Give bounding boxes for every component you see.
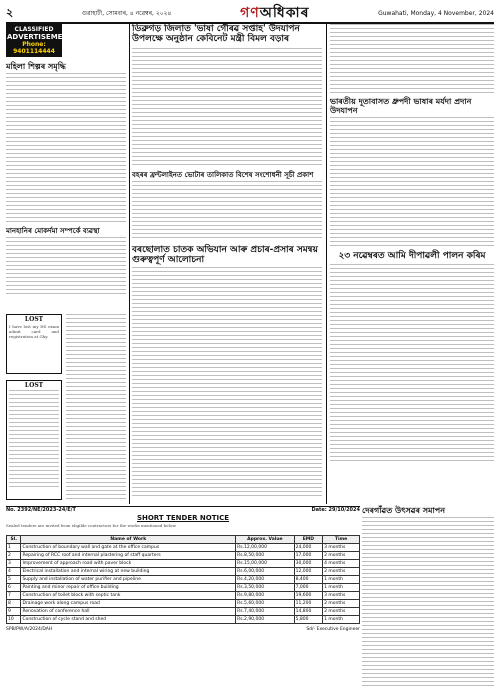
classified-ad bbox=[6, 24, 74, 57]
table-cell: 30,000 bbox=[294, 560, 322, 568]
notice-footer bbox=[6, 627, 360, 632]
table-row bbox=[7, 600, 360, 608]
table-cell: Supply and installation of water purifier and pipeline bbox=[21, 576, 236, 584]
right-stories bbox=[330, 24, 494, 464]
table-cell: Rs.5,60,000 bbox=[236, 600, 295, 608]
page-number: ২ bbox=[6, 5, 14, 19]
notice-header bbox=[6, 507, 360, 513]
table-header-row bbox=[7, 536, 360, 544]
lost-notice-2 bbox=[6, 380, 62, 500]
left-story-2-body bbox=[6, 237, 126, 297]
table-cell: 5 bbox=[7, 576, 21, 584]
table-cell: 12,000 bbox=[294, 568, 322, 576]
classified-label: CLASSIFIED bbox=[14, 26, 54, 33]
table-cell: Rs.4,20,000 bbox=[236, 576, 295, 584]
table-cell: Renovation of conference hall bbox=[21, 608, 236, 616]
notice-intro: Sealed tenders are invited from eligible contractors for the works mentioned below. bbox=[6, 523, 177, 528]
lost-body: I have lost my HS exam admit card and registration at Ghy. bbox=[9, 323, 59, 339]
table-row bbox=[7, 568, 360, 576]
tender-notice bbox=[6, 506, 360, 695]
table-cell: 3 bbox=[7, 560, 21, 568]
table-row bbox=[7, 584, 360, 592]
tender-table bbox=[6, 535, 360, 624]
table-row bbox=[7, 552, 360, 560]
table-cell: 4 bbox=[7, 568, 21, 576]
table-cell: 8,400 bbox=[294, 576, 322, 584]
table-cell: 2 bbox=[7, 552, 21, 560]
left-story bbox=[6, 62, 126, 297]
date-right: Guwahati, Monday, 4 November, 2024 bbox=[378, 9, 494, 17]
table-cell: Rs.15,00,000 bbox=[236, 560, 295, 568]
table-cell: Rs.3,50,000 bbox=[236, 584, 295, 592]
table-cell: Rs.7,40,000 bbox=[236, 608, 295, 616]
table-cell: 4 months bbox=[323, 560, 360, 568]
table-cell: Construction of boundary wall and gate at the office campus bbox=[21, 544, 236, 552]
table-cell: Construction of cycle stand and shed bbox=[21, 616, 236, 624]
table-cell: Rs.8,50,000 bbox=[236, 552, 295, 560]
center-lead-story bbox=[132, 24, 322, 497]
table-row bbox=[7, 616, 360, 624]
table-cell: Drainage work along campus road bbox=[21, 600, 236, 608]
table-cell: 5,800 bbox=[294, 616, 322, 624]
headline-right: ভাৰতীয় দূতাবাসত ধ্ৰুপদী ভাষাৰ মৰ্যদা প্ৰদান উদযাপন bbox=[330, 96, 472, 116]
table-row bbox=[7, 592, 360, 600]
lost-title-2: LOST bbox=[24, 382, 44, 389]
table-body bbox=[7, 544, 360, 624]
right-top-body bbox=[330, 24, 494, 94]
date-left: গুৱাহাটী, সোমবাৰ, ৪ নৱেম্বৰ, ২০২৪ bbox=[81, 9, 172, 17]
notice-title: SHORT TENDER NOTICE bbox=[136, 514, 230, 522]
column-divider bbox=[129, 24, 130, 504]
table-cell: Rs.12,00,000 bbox=[236, 544, 295, 552]
table-cell: 2 months bbox=[323, 568, 360, 576]
news-grid bbox=[6, 24, 494, 504]
table-cell: Electrical installation and internal wiring at new building bbox=[21, 568, 236, 576]
table-cell: 9 bbox=[7, 608, 21, 616]
table-cell: Rs.2,90,000 bbox=[236, 616, 295, 624]
left-small-story bbox=[66, 314, 126, 500]
table-cell: 7,000 bbox=[294, 584, 322, 592]
table-header-cell: Approx. Value bbox=[236, 536, 295, 544]
lead-story-body bbox=[132, 48, 322, 168]
table-header-cell: EMD bbox=[294, 536, 322, 544]
left-story-body bbox=[6, 73, 126, 223]
headline-lead: ডিব্ৰুগড় জিলাত 'ভাষা গৌৰৱ সপ্তাহ' উদযাপন উপলক্ষে অনুষ্ঠান কেবিনেট মন্ত্ৰী বিমল বড়াৰ bbox=[132, 24, 300, 45]
table-cell: 2 months bbox=[323, 600, 360, 608]
lost-2-body bbox=[9, 390, 59, 490]
masthead bbox=[6, 4, 494, 24]
table-cell: 2 months bbox=[323, 608, 360, 616]
classified-title: ADVERTISEMENT bbox=[7, 33, 74, 41]
table-cell: Repairing of RCC roof and internal plastering of staff quarters bbox=[21, 552, 236, 560]
headline-bottom-right: দেৰগাঁৱত উৎসৱৰ সমাপন bbox=[362, 505, 446, 515]
newspaper-logo bbox=[240, 1, 309, 25]
table-cell: Rs.6,00,000 bbox=[236, 568, 295, 576]
right-2-body bbox=[330, 264, 494, 464]
table-cell: 8 bbox=[7, 600, 21, 608]
logo-part-b: অধিকাৰ bbox=[259, 5, 310, 21]
table-cell: 19,600 bbox=[294, 592, 322, 600]
bottom-right-body bbox=[362, 517, 494, 687]
table-cell: Painting and minor repair of office building bbox=[21, 584, 236, 592]
table-row bbox=[7, 576, 360, 584]
headline-center-3: বৰছোলাত চাতক অভিযান আৰু প্ৰচাৰ-প্ৰসাৰ সমন্বয় গুৰুত্বপূৰ্ণ আলোচনা bbox=[132, 244, 318, 266]
table-row bbox=[7, 560, 360, 568]
bottom-right-story bbox=[362, 506, 494, 694]
lost-title: LOST bbox=[24, 316, 44, 323]
table-cell: 2 months bbox=[323, 552, 360, 560]
table-row bbox=[7, 544, 360, 552]
notice-number: No. 2392/NE/2023-24/E/T bbox=[6, 507, 76, 513]
right-body bbox=[330, 117, 494, 247]
lost-notice bbox=[6, 314, 62, 374]
table-cell: 24,000 bbox=[294, 544, 322, 552]
table-cell: 1 bbox=[7, 544, 21, 552]
table-cell: 11,200 bbox=[294, 600, 322, 608]
table-header-cell: Time bbox=[323, 536, 360, 544]
headline-left: মহিলা শিল্পৰ সমৃদ্ধি bbox=[6, 61, 66, 71]
table-cell: Improvement of approach road with paver block bbox=[21, 560, 236, 568]
table-cell: 6 bbox=[7, 584, 21, 592]
notice-date: Date: 29/10/2024 bbox=[311, 507, 360, 513]
center-2-body bbox=[132, 181, 322, 241]
headline-right-2: ২৩ নৱেম্বৰত আমি দীপাৱলী পালন কৰিম bbox=[338, 251, 486, 262]
table-row bbox=[7, 608, 360, 616]
table-cell: 1 month bbox=[323, 584, 360, 592]
table-cell: 3 months bbox=[323, 544, 360, 552]
table-cell: 3 months bbox=[323, 592, 360, 600]
table-header-cell: Sl. bbox=[7, 536, 21, 544]
logo-part-a: গণ bbox=[240, 5, 260, 21]
column-divider-2 bbox=[326, 24, 327, 504]
headline-center-2: বহৰৰ ফ্ৰন্টলাইনত ভোটাৰ তালিকাত বিশেষ সংশোধনী সূচী প্ৰকাশ bbox=[132, 169, 314, 179]
table-cell: 1 month bbox=[323, 616, 360, 624]
table-cell: Construction of toilet block with septic tank bbox=[21, 592, 236, 600]
table-cell: 1 month bbox=[323, 576, 360, 584]
table-cell: 7 bbox=[7, 592, 21, 600]
notice-footer-code: SPB/PW/A/2024/DAH bbox=[6, 627, 53, 632]
center-3-body bbox=[132, 267, 322, 497]
table-header-cell: Name of Work bbox=[21, 536, 236, 544]
table-cell: 17,000 bbox=[294, 552, 322, 560]
table-cell: 14,800 bbox=[294, 608, 322, 616]
table-cell: Rs.9,80,000 bbox=[236, 592, 295, 600]
classified-phone: Phone: 9401114444 bbox=[13, 41, 55, 55]
table-cell: 10 bbox=[7, 616, 21, 624]
notice-signature: Sd/- Executive Engineer bbox=[306, 627, 360, 632]
headline-left-2: মানহানিৰ মোকৰ্দমা সম্পৰ্কে ব্যৱস্থা bbox=[6, 226, 100, 236]
left-small-body bbox=[66, 314, 126, 500]
